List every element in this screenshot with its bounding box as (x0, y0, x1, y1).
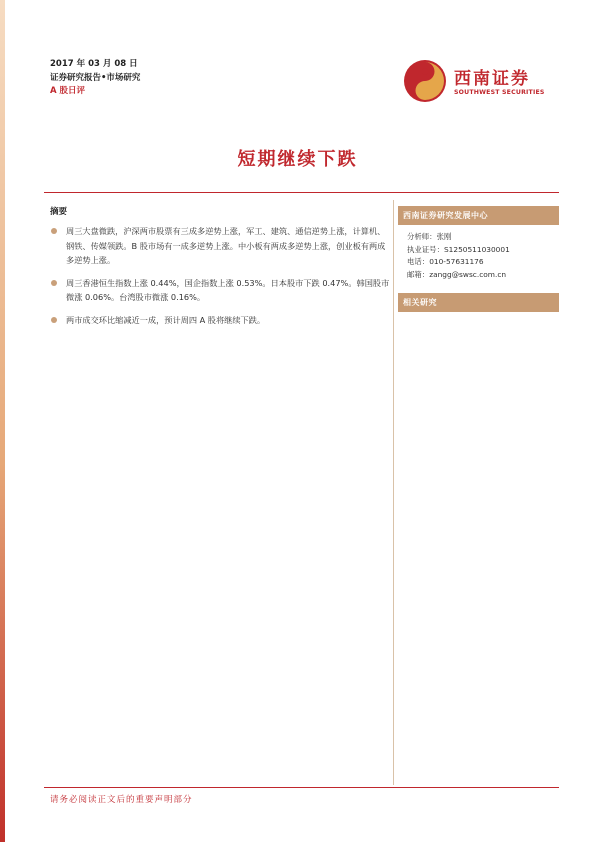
top-divider (44, 192, 559, 193)
bullet-text: 两市成交环比缩减近一成，预计周四 A 股将继续下跌。 (66, 314, 266, 325)
list-item (50, 224, 390, 268)
bullet-dot-icon (51, 280, 57, 286)
company-logo (402, 56, 562, 106)
phone-number: 010-57631176 (429, 257, 484, 267)
bullet-dot-icon (51, 228, 57, 234)
license-row: 执业证号：S1250511030001 (407, 244, 510, 254)
bullet-text: 周三大盘微跌，沪深两市股票有三成多逆势上涨，军工、建筑、通信逆势上涨，计算机、钢铁、传媒领跌。B 股市场有一成多逆势上涨。中小板有两成多逆势上涨，创业板有两成多逆势上涨。 (66, 226, 386, 265)
summary-list (50, 224, 390, 335)
email-row: 邮箱：zangg@swsc.com.cn (407, 269, 507, 279)
bottom-divider (44, 787, 559, 788)
summary-label: 摘要 (50, 207, 68, 217)
bullet-text: 周三香港恒生指数上涨 0.44%，国企指数上涨 0.53%。日本股市下跌 0.47%。韩国股市微涨 0.06%。台湾股市微涨 0.16%。 (66, 277, 390, 302)
related-research-panel (398, 293, 559, 312)
analyst-row: 分析师：张刚 (407, 232, 452, 241)
logo-name-cn: 西南证券 (454, 69, 530, 89)
report-subcategory: A 股日评 (50, 86, 86, 96)
report-meta (50, 58, 140, 99)
swirl-logo-icon (402, 58, 448, 104)
page-title: 短期继续下跌 (237, 149, 358, 170)
phone-row: 电话：010-57631176 (407, 257, 484, 267)
report-type: 证券研究报告•市场研究 (50, 72, 141, 83)
logo-name-en: SOUTHWEST SECURITIES (454, 89, 545, 96)
footer-disclaimer: 请务必阅读正文后的重要声明部分 (50, 795, 193, 805)
left-gradient-bar (0, 0, 5, 842)
list-item (50, 276, 390, 305)
report-date: 2017 年 03 月 08 日 (50, 59, 138, 69)
analyst-name: 张刚 (436, 232, 452, 241)
list-item (50, 313, 390, 328)
license-number: S1250511030001 (443, 244, 510, 254)
research-center-title: 西南证券研究发展中心 (398, 206, 559, 225)
column-divider (393, 200, 394, 785)
research-center-panel (398, 206, 559, 281)
bullet-dot-icon (51, 317, 57, 323)
analyst-info (398, 225, 559, 281)
email-link[interactable]: zangg@swsc.com.cn (429, 269, 507, 279)
related-research-title: 相关研究 (398, 293, 559, 312)
